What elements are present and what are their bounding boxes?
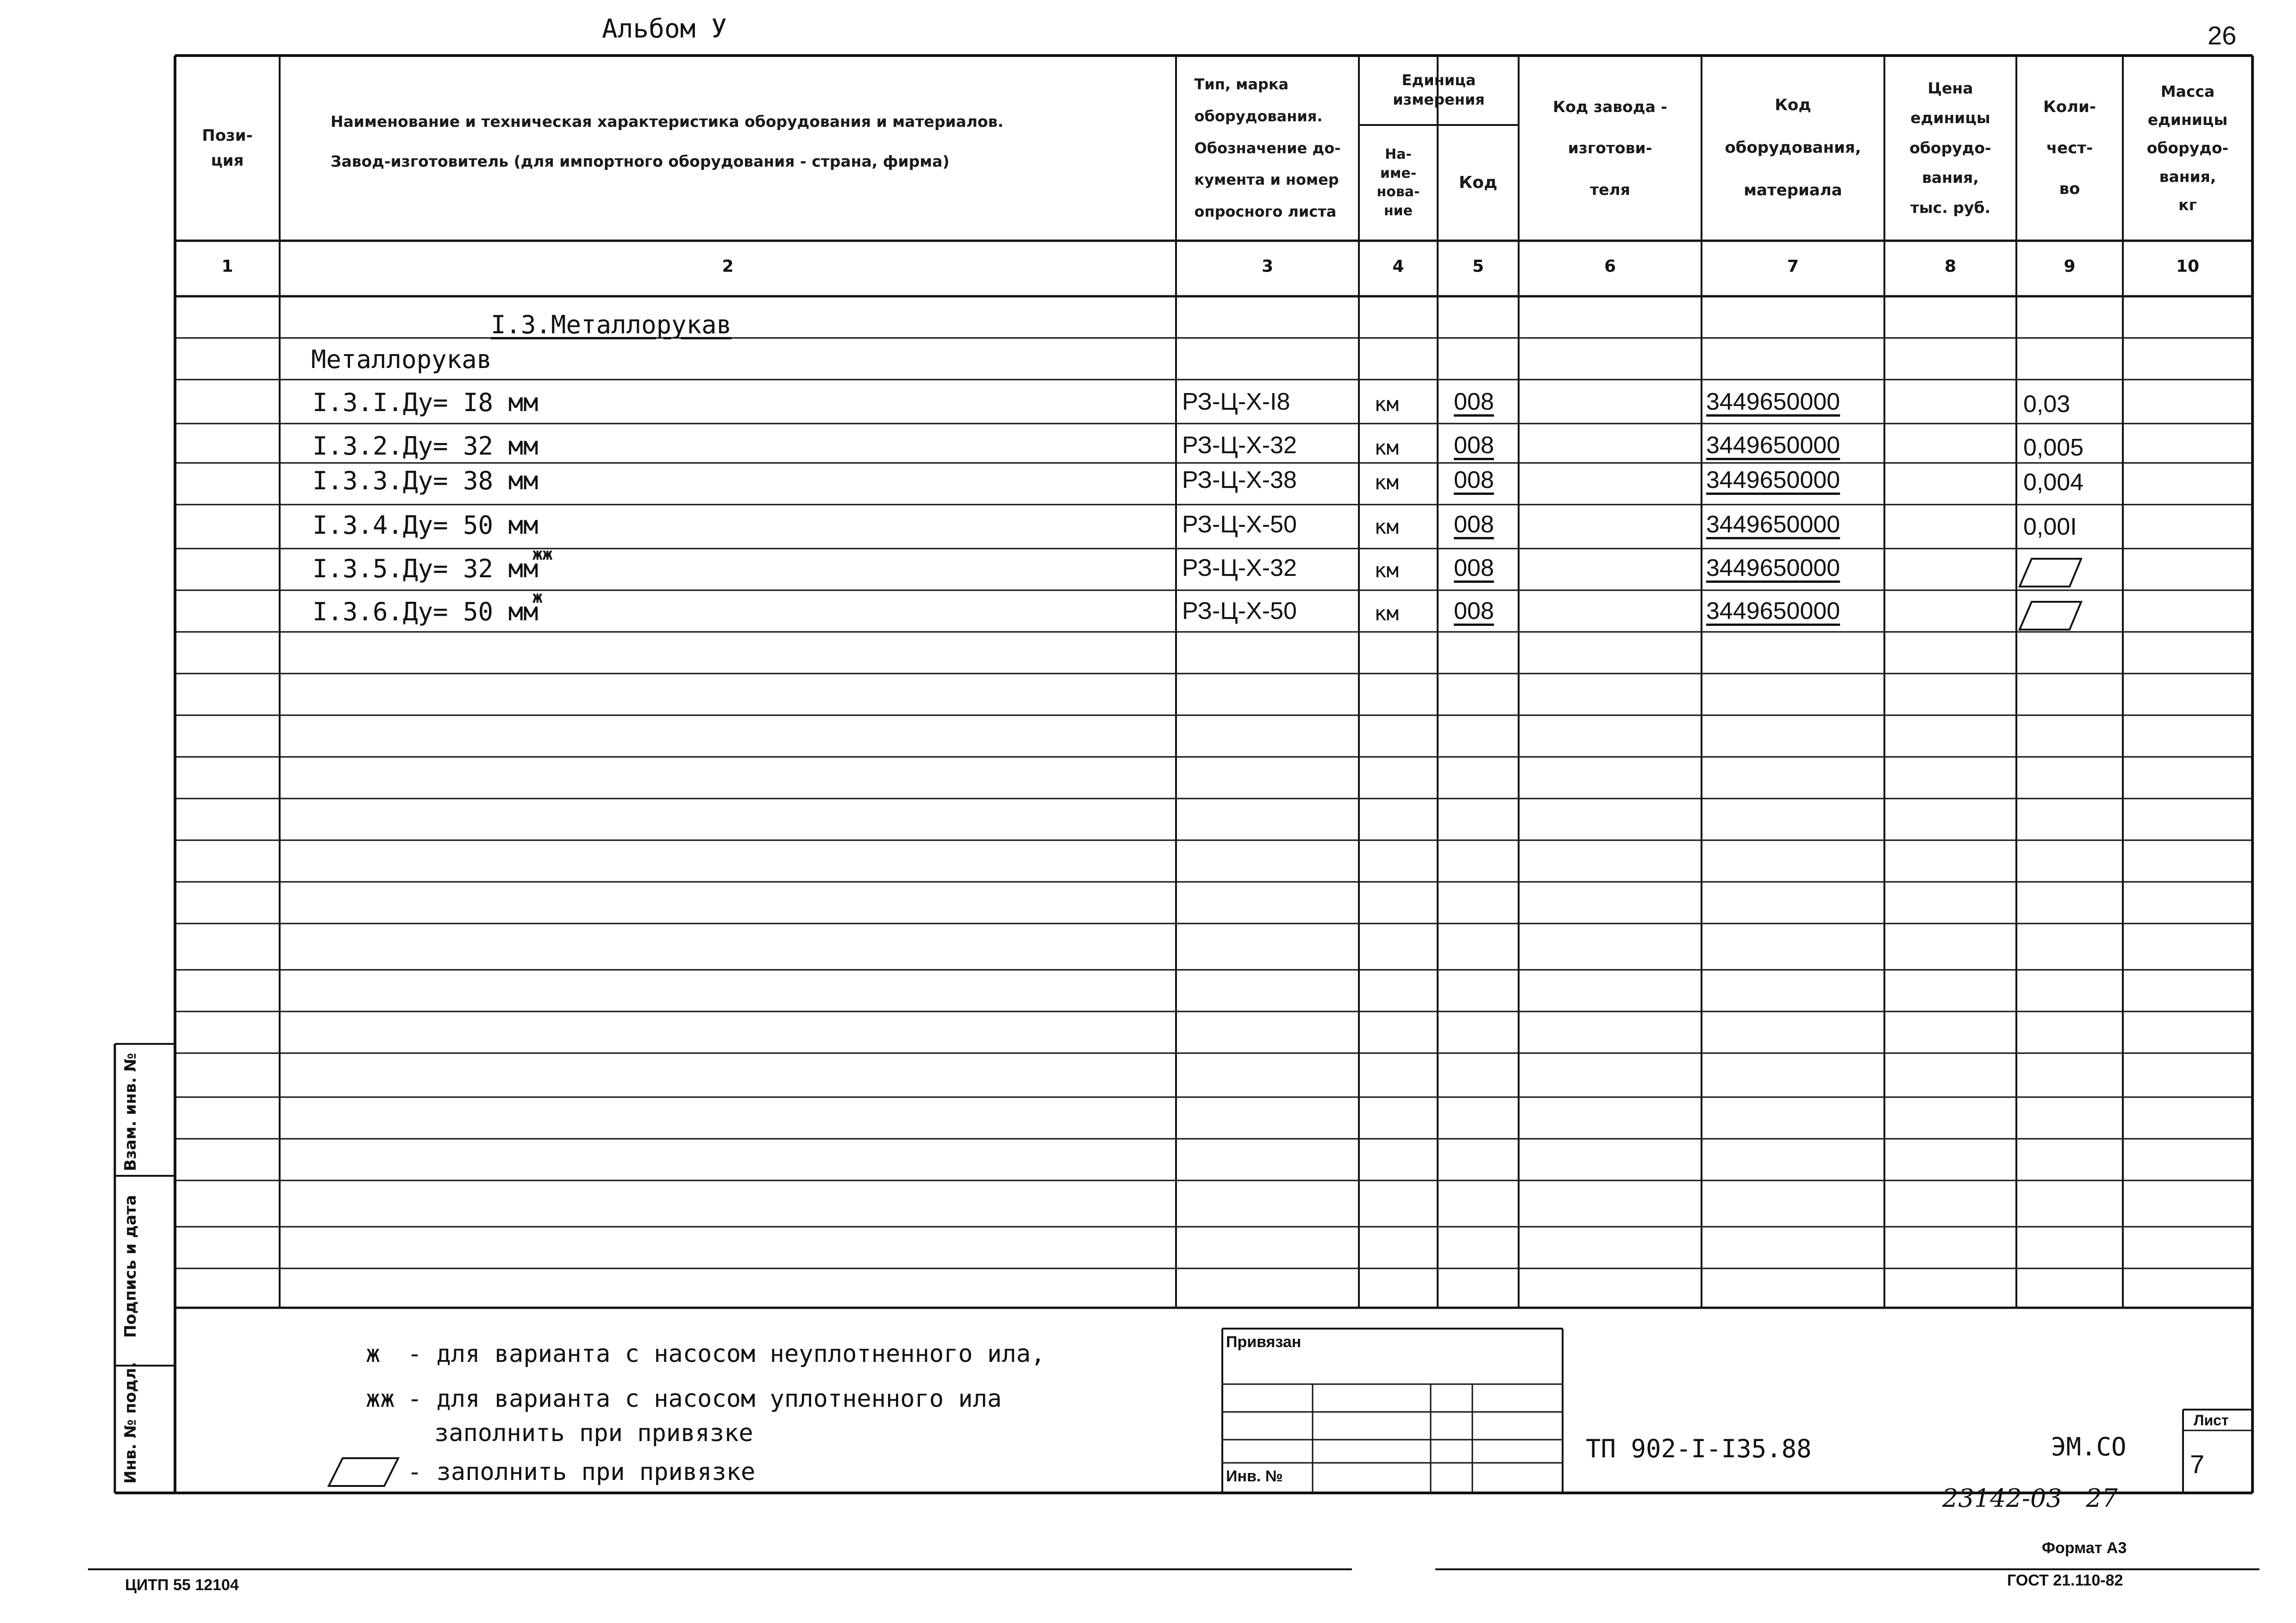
column-number-9: 9	[2064, 257, 2076, 276]
side-label-original-inventory: Инв. № подл.	[121, 1361, 140, 1484]
sheet-label: Лист	[2194, 1412, 2229, 1429]
item-equipment-code: 3449650000	[1706, 388, 1840, 415]
item-unit-code: 008	[1454, 388, 1494, 415]
footnote-mark: ж	[532, 588, 543, 607]
item-unit: км	[1374, 515, 1399, 539]
column-number-1: 1	[221, 257, 233, 276]
column-number-3: 3	[1261, 257, 1274, 276]
column-number-7: 7	[1787, 257, 1799, 276]
item-equipment-code: 3449650000	[1706, 598, 1840, 624]
item-equipment-code: 3449650000	[1706, 432, 1840, 459]
item-mark: РЗ-Ц-Х-38	[1182, 467, 1297, 493]
item-quantity: 0,005	[2023, 434, 2084, 461]
item-equipment-code: 3449650000	[1706, 511, 1840, 538]
fill-in-parallelogram-icon	[2014, 598, 2083, 633]
item-unit-code: 008	[1454, 432, 1494, 459]
sheet-number: 7	[2190, 1449, 2205, 1479]
handwritten-number: 23142-03 27	[1942, 1484, 2118, 1513]
fill-in-parallelogram-icon	[2014, 555, 2083, 590]
header-unit-code: Код	[1458, 173, 1498, 193]
album-label: Альбом У	[602, 14, 727, 44]
item-mark: РЗ-Ц-Х-50	[1182, 598, 1297, 624]
item-name: I.3.6.Ду= 50 мм	[313, 597, 538, 626]
footnote-2-symbol: жж	[366, 1385, 395, 1413]
column-number-8: 8	[1944, 257, 1957, 276]
item-quantity: 0,004	[2023, 469, 2084, 496]
item-unit-code: 008	[1454, 598, 1494, 624]
item-mark: РЗ-Ц-Х-I8	[1182, 388, 1290, 415]
footnote-2-text: - для варианта с насосом уплотненного ила	[407, 1385, 1002, 1413]
format-label: Формат А3	[2042, 1539, 2127, 1557]
header-name: Наименование и техническая характеристика оборудования и материалов. Завод-изготовитель (для импортного оборудования - страна, фирма)	[331, 112, 1004, 170]
fill-in-parallelogram-icon	[324, 1454, 403, 1491]
stamp-inventory-label: Инв. №	[1226, 1467, 1283, 1485]
stamp-bound-label: Привязан	[1226, 1333, 1301, 1351]
item-unit: км	[1374, 602, 1399, 625]
header-equipment-code: Код оборудования, материала	[1725, 96, 1861, 200]
item-unit: км	[1374, 471, 1399, 494]
section-title: I.3.Металлорукав	[491, 310, 732, 339]
item-mark: РЗ-Ц-Х-32	[1182, 555, 1297, 581]
column-number-10: 10	[2176, 257, 2200, 276]
footnote-3-text: - заполнить при привязке	[407, 1458, 756, 1486]
column-number-5: 5	[1472, 257, 1484, 276]
sheet-corner-number: 26	[2208, 21, 2237, 50]
item-mark: РЗ-Ц-Х-32	[1182, 432, 1297, 459]
item-unit: км	[1374, 436, 1399, 460]
header-quantity: Коли- чест- во	[2043, 98, 2096, 199]
footnote-1-symbol: ж	[366, 1340, 381, 1368]
item-name: I.3.2.Ду= 32 мм	[313, 431, 538, 461]
item-quantity: 0,00I	[2023, 513, 2077, 540]
header-factory-code: Код завода - изготови- теля	[1553, 98, 1667, 199]
column-number-2: 2	[722, 257, 734, 276]
header-type: Тип, марка оборудования. Обозначение до- кумента и номер опросного листа	[1194, 75, 1341, 221]
side-label-signature-date: Подпись и дата	[121, 1195, 140, 1338]
header-unit-group: Единица измерения	[1393, 71, 1485, 108]
item-name: I.3.I.Ду= I8 мм	[313, 388, 538, 417]
item-mark: РЗ-Ц-Х-50	[1182, 511, 1297, 538]
item-name: I.3.4.Ду= 50 мм	[313, 511, 538, 540]
item-unit-code: 008	[1454, 555, 1494, 581]
header-position: Пози- ция	[202, 126, 253, 170]
item-name: I.3.5.Ду= 32 мм	[313, 554, 538, 583]
footnote-1-text: - для варианта с насосом неуплотненного ила,	[407, 1340, 1045, 1368]
footnote-2-continuation: заполнить при привязке	[434, 1419, 753, 1447]
document-code: ТП 902-I-I35.88	[1586, 1434, 1812, 1463]
column-number-4: 4	[1392, 257, 1404, 276]
group-title: Металлорукав	[311, 345, 492, 374]
side-label-replacement-inventory: Взам. инв. №	[121, 1053, 140, 1171]
header-price: Цена единицы оборудо- вания, тыс. руб.	[1909, 79, 1991, 217]
gost-label: ГОСТ 21.110-82	[2007, 1572, 2123, 1589]
footnote-mark: жж	[532, 545, 553, 564]
mark-code: ЭМ.СО	[2051, 1432, 2127, 1461]
item-unit: км	[1374, 559, 1399, 582]
item-unit-code: 008	[1454, 511, 1494, 538]
item-unit: км	[1374, 393, 1399, 416]
header-mass: Масса единицы оборудо- вания, кг	[2146, 82, 2229, 214]
column-number-6: 6	[1604, 257, 1616, 276]
item-name: I.3.3.Ду= 38 мм	[313, 466, 538, 495]
item-equipment-code: 3449650000	[1706, 555, 1840, 581]
item-equipment-code: 3449650000	[1706, 467, 1840, 493]
header-unit-name: На- име- нова- ние	[1376, 146, 1420, 219]
item-unit-code: 008	[1454, 467, 1494, 493]
item-quantity: 0,03	[2023, 391, 2071, 418]
bottom-left-label: ЦИТП 55 12104	[125, 1576, 239, 1594]
